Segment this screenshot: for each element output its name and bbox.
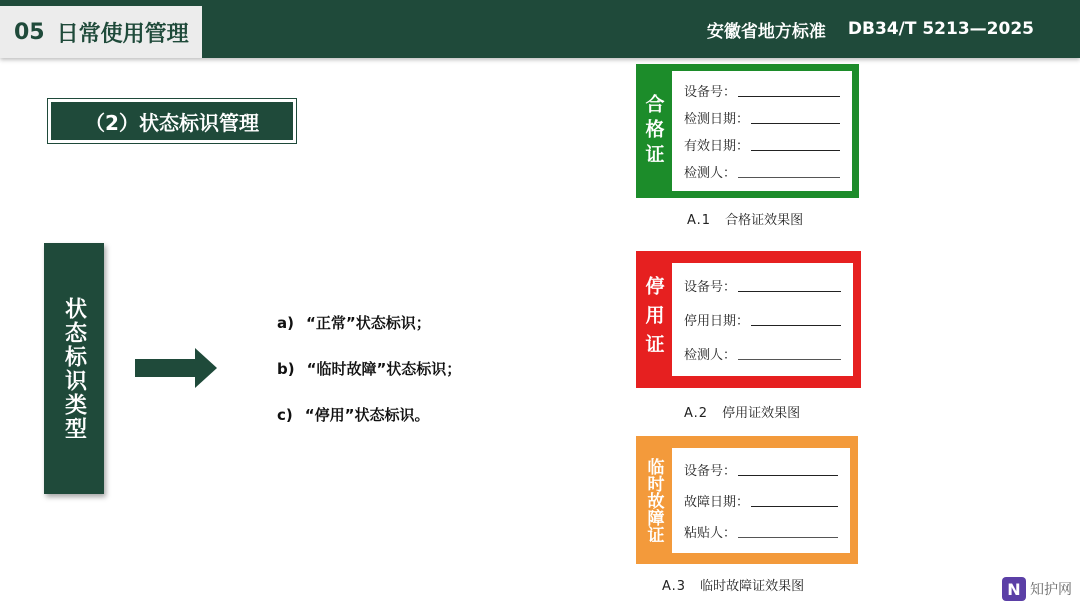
tag-caption: A.2 停用证效果图: [684, 406, 801, 421]
tag-field-panel: [672, 71, 852, 191]
tag-caption: A.3 临时故障证效果图: [662, 579, 805, 594]
subtitle-text: （2）状态标识管理: [51, 102, 293, 140]
section-title: 日常使用管理: [56, 21, 189, 47]
vertical-label-box: [44, 243, 104, 494]
tag-field-panel: [672, 448, 850, 553]
tag-field: 检测人：: [684, 344, 841, 363]
subtitle-box: [47, 98, 297, 144]
tag-side-label: 临时故障证: [643, 457, 664, 543]
list-item: [277, 404, 461, 427]
list-item-letter: c): [277, 406, 293, 424]
list-item: [277, 358, 461, 381]
right-arrow-icon: [135, 348, 217, 388]
list-item-text: “临时故障”状态标识；: [306, 360, 462, 378]
list-item-letter: b): [277, 360, 295, 378]
list-item: [277, 312, 461, 335]
tag-field: 检测日期：: [684, 108, 840, 127]
tag-field: 停用日期：: [684, 310, 841, 329]
tag-field: 设备号：: [684, 460, 838, 479]
tag-field: 粘贴人：: [684, 522, 838, 541]
qualified-tag: [636, 64, 859, 198]
disabled-tag: [636, 251, 861, 388]
vertical-label: 状态标识类型: [61, 296, 87, 441]
tag-field: 检测人：: [684, 162, 840, 181]
tag-caption: A.1 合格证效果图: [687, 213, 804, 228]
tag-field: 故障日期：: [684, 491, 838, 510]
watermark-logo-icon: N: [1002, 577, 1026, 601]
list-item-text: “正常”状态标识；: [305, 314, 431, 332]
tag-field: 设备号：: [684, 81, 840, 100]
standard-title: [707, 0, 1034, 58]
type-list: [277, 312, 461, 450]
standard-code: DB34/T 5213—2025: [847, 19, 1034, 39]
tag-field: 有效日期：: [684, 135, 840, 154]
temporary-fault-tag: [636, 436, 858, 564]
list-item-letter: a): [277, 314, 294, 332]
tag-field-panel: [672, 263, 853, 376]
tag-side-label: 合格证: [642, 93, 665, 169]
section-number: 05: [14, 19, 45, 45]
standard-name: 安徽省地方标准: [706, 21, 826, 42]
tag-side-label: 停用证: [642, 276, 665, 363]
section-tab: [0, 6, 202, 58]
tag-field: 设备号：: [684, 276, 841, 295]
watermark: [1002, 577, 1072, 601]
watermark-text: 知护网: [1030, 582, 1072, 598]
list-item-text: “停用”状态标识。: [304, 406, 430, 424]
